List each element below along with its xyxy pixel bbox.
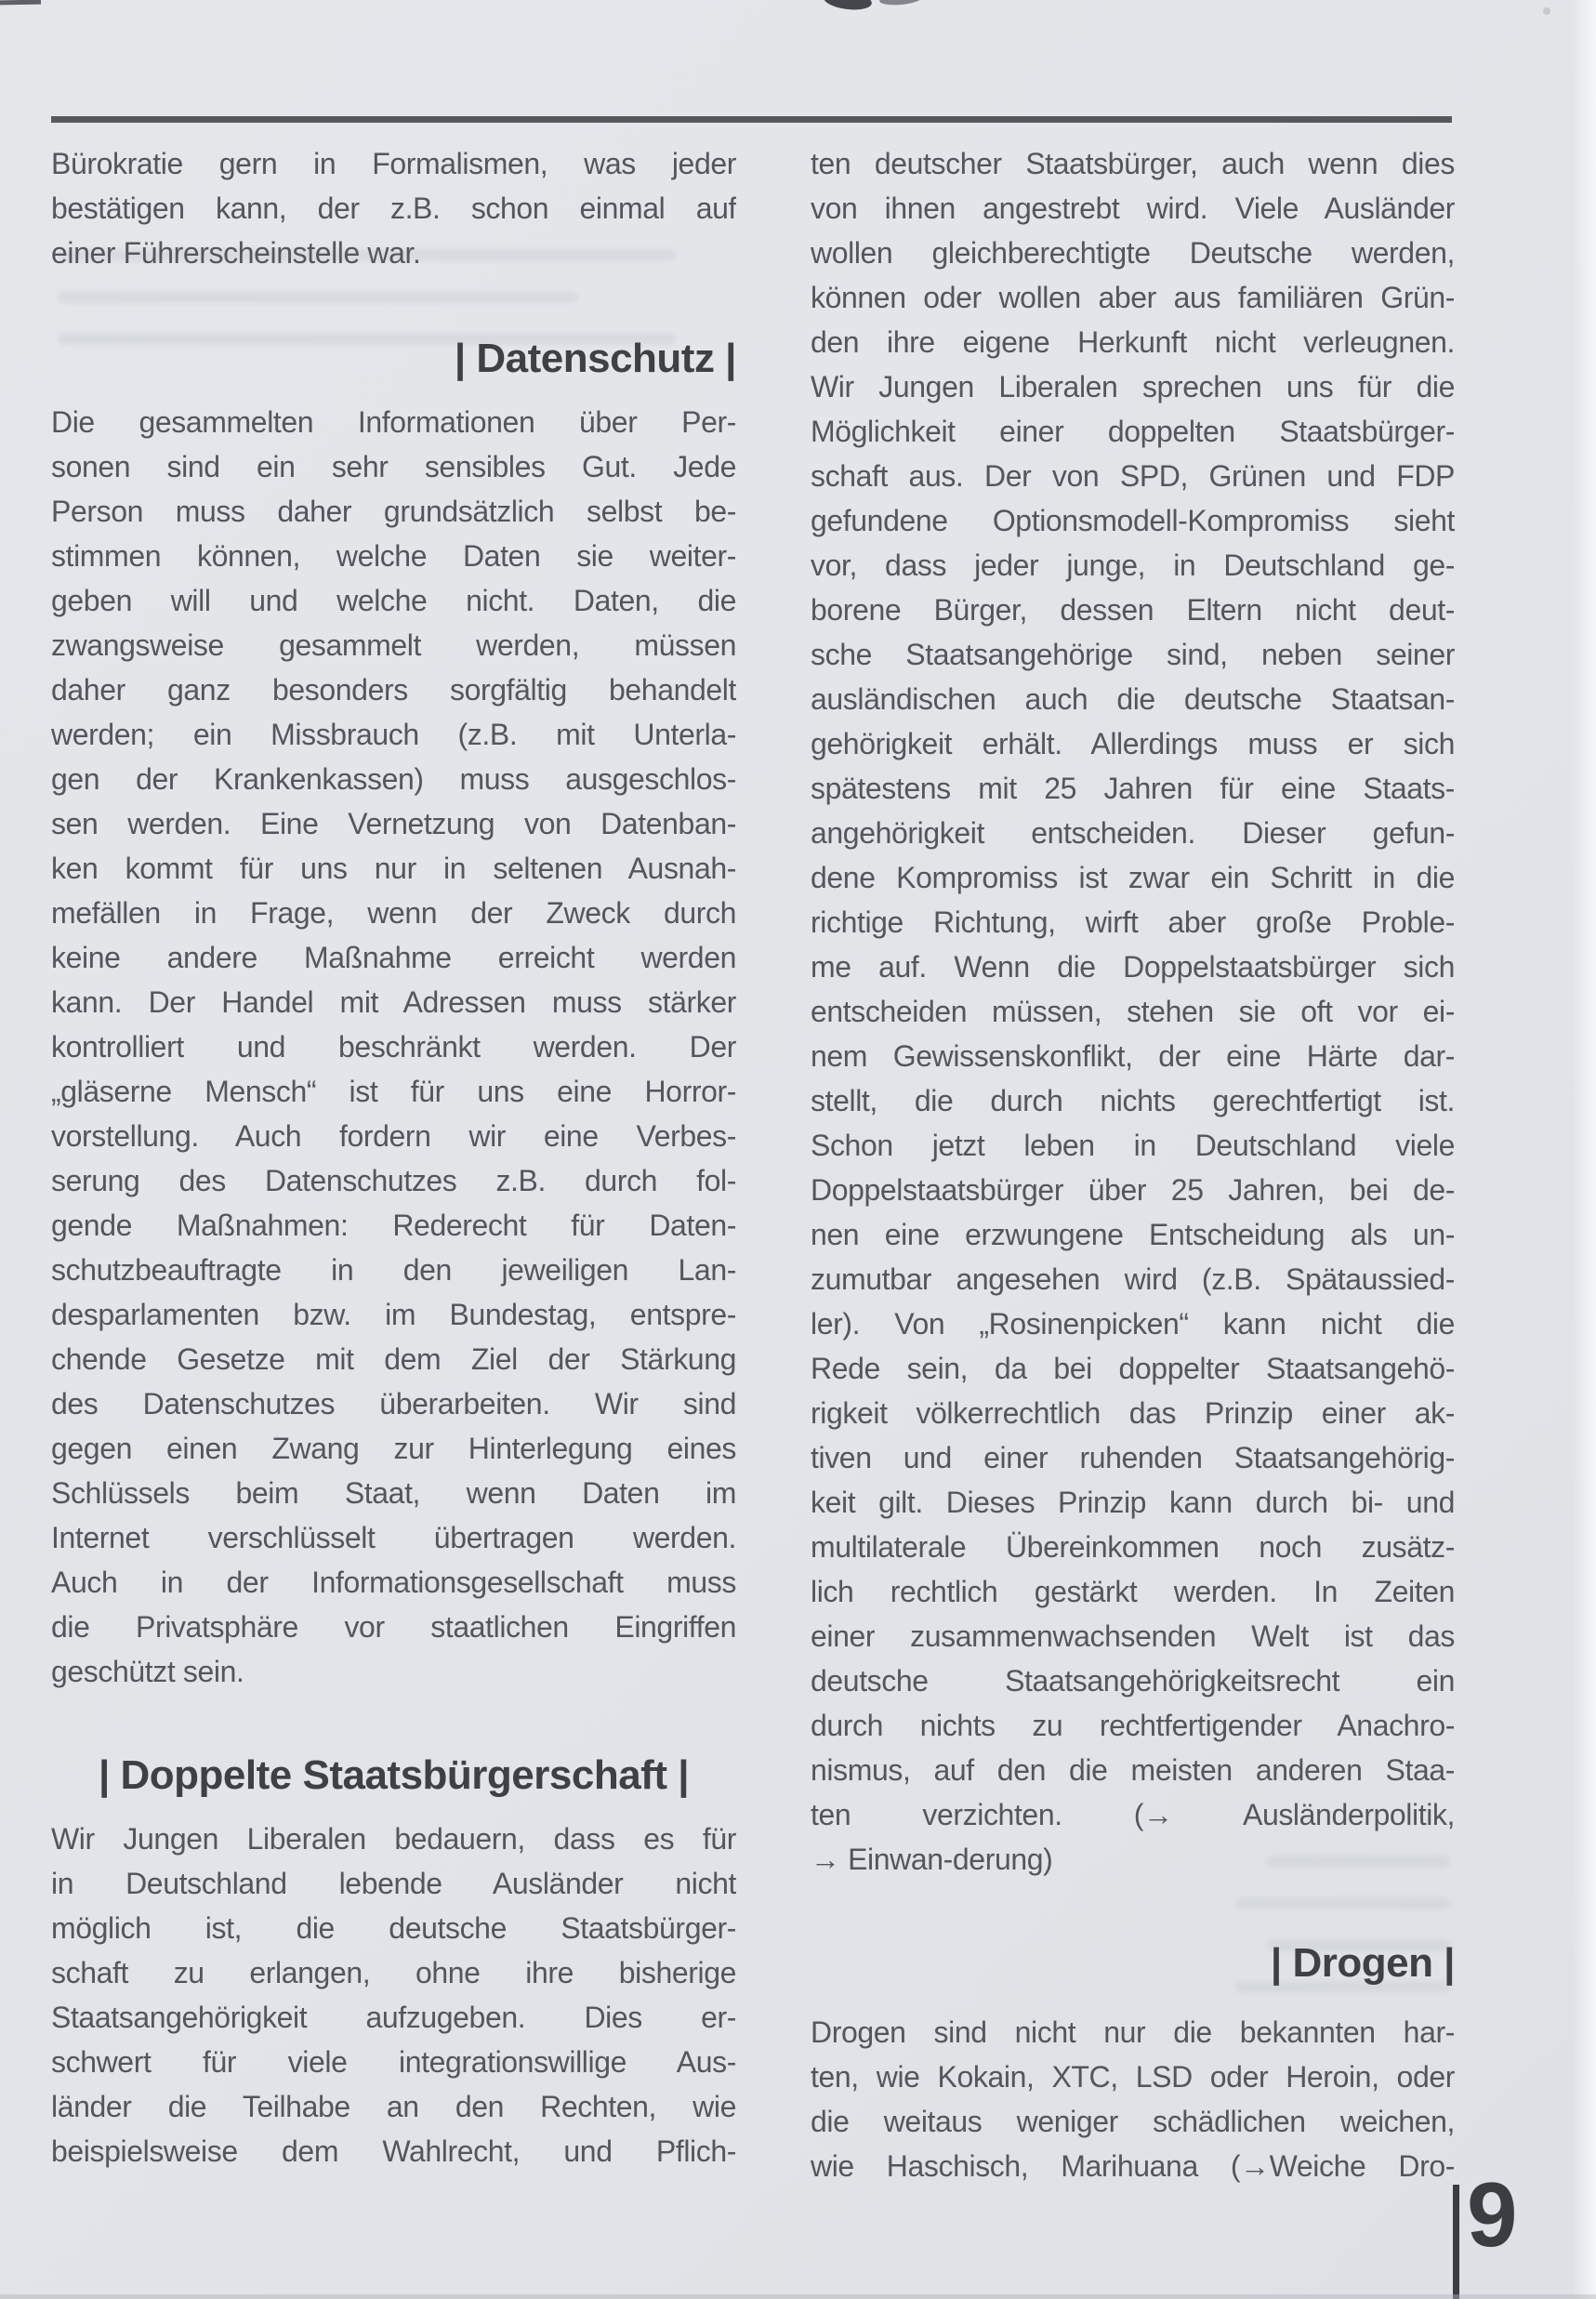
staatsbuergerschaft-paragraph xyxy=(51,1817,736,2173)
staatsbuergerschaft-continued-paragraph xyxy=(811,141,1455,1882)
text-line: möglich ist, die deutsche Staatsbürger- xyxy=(51,1911,736,1945)
text-line: bestätigen kann, der z.B. schon einmal auf xyxy=(51,192,736,225)
text-line: sen werden. Eine Vernetzung von Datenban- xyxy=(51,807,736,840)
page-edge xyxy=(0,2294,1596,2299)
text-line: gefundene Optionsmodell-Kompromiss sieht xyxy=(811,504,1455,537)
text-line: gegen einen Zwang zur Hinterlegung eines xyxy=(51,1432,736,1465)
text-line: rigkeit völkerrechtlich das Prinzip einer ak- xyxy=(811,1396,1455,1430)
text-line: Die gesammelten Informationen über Per- xyxy=(51,405,736,439)
text-line: Internet verschlüsselt übertragen werden. xyxy=(51,1521,736,1554)
text-line: keine andere Maßnahme erreicht werden xyxy=(51,941,736,974)
drogen-paragraph xyxy=(811,2010,1455,2188)
text-line: Wir Jungen Liberalen bedauern, dass es für xyxy=(51,1822,736,1856)
scan-artifact xyxy=(879,0,923,7)
text-line: Schon jetzt leben in Deutschland viele xyxy=(811,1129,1455,1162)
text-line: länder die Teilhabe an den Rechten, wie xyxy=(51,2090,736,2123)
text-line: wollen gleichberechtigte Deutsche werden, xyxy=(811,236,1455,270)
text-line: von ihnen angestrebt wird. Viele Ausländer xyxy=(811,192,1455,225)
text-line: die Privatsphäre vor staatlichen Eingriffen xyxy=(51,1610,736,1644)
text-line: ten, wie Kokain, XTC, LSD oder Heroin, oder xyxy=(811,2060,1455,2094)
right-column xyxy=(811,141,1455,2188)
text-line: stellt, die durch nichts gerechtfertigt ist. xyxy=(811,1084,1455,1117)
text-line: ken kommt für uns nur in seltenen Ausnah- xyxy=(51,852,736,885)
drogen-heading: | Drogen | xyxy=(1270,1940,1455,1986)
text-line: Person muss daher grundsätzlich selbst be- xyxy=(51,495,736,528)
doppelte-staatsbuergerschaft-heading: | Doppelte Staatsbürgerschaft | xyxy=(98,1752,690,1798)
text-line: Wir Jungen Liberalen sprechen uns für die xyxy=(811,370,1455,403)
text-line: sche Staatsangehörige sind, neben seiner xyxy=(811,638,1455,671)
text-line: sonen sind ein sehr sensibles Gut. Jede xyxy=(51,450,736,483)
text-line: tiven und einer ruhenden Staatsangehörig- xyxy=(811,1441,1455,1474)
text-line: nem Gewissenskonflikt, der eine Härte dar- xyxy=(811,1039,1455,1073)
text-line: in Deutschland lebende Ausländer nicht xyxy=(51,1867,736,1900)
text-line: lich rechtlich gestärkt werden. In Zeiten xyxy=(811,1575,1455,1608)
text-line: den ihre eigene Herkunft nicht verleugnen. xyxy=(811,325,1455,359)
text-line: vorstellung. Auch fordern wir eine Verbes- xyxy=(51,1119,736,1153)
text-line: → Einwan-derung) xyxy=(811,1843,1053,1876)
text-line: zumutbar angesehen wird (z.B. Spätaussied- xyxy=(811,1262,1455,1296)
text-line: schaft zu erlangen, ohne ihre bisherige xyxy=(51,1956,736,1989)
text-line: ausländischen auch die deutsche Staatsan- xyxy=(811,682,1455,716)
text-line: geben will und welche nicht. Daten, die xyxy=(51,584,736,617)
text-line: serung des Datenschutzes z.B. durch fol- xyxy=(51,1164,736,1197)
text-line: Staatsangehörigkeit aufzugeben. Dies er- xyxy=(51,2001,736,2034)
page-edge xyxy=(1572,0,1596,2299)
text-line: angehörigkeit entscheiden. Dieser gefun- xyxy=(811,816,1455,850)
text-line: ten deutscher Staatsbürger, auch wenn dies xyxy=(811,147,1455,180)
text-line: geschützt sein. xyxy=(51,1655,244,1688)
text-line: entscheiden müssen, stehen sie oft vor ei- xyxy=(811,995,1455,1028)
text-line: desparlamenten bzw. im Bundestag, entspre- xyxy=(51,1298,736,1331)
text-line: zwangsweise gesammelt werden, müssen xyxy=(51,628,736,662)
text-line: daher ganz besonders sorgfältig behandelt xyxy=(51,673,736,707)
text-line: borene Bürger, dessen Eltern nicht deut- xyxy=(811,593,1455,627)
datenschutz-paragraph xyxy=(51,400,736,1694)
text-line: können oder wollen aber aus familiären Grün- xyxy=(811,281,1455,314)
page-number-bar xyxy=(1453,2185,1459,2299)
text-line: richtige Richtung, wirft aber große Proble- xyxy=(811,905,1455,939)
datenschutz-heading: | Datenschutz | xyxy=(454,336,736,381)
text-line: beispielsweise dem Wahlrecht, und Pflich- xyxy=(51,2134,736,2168)
scan-artifact xyxy=(1543,7,1550,15)
text-line: einer Führerscheinstelle war. xyxy=(51,236,421,270)
text-line: nen eine erzwungene Entscheidung als un- xyxy=(811,1218,1455,1251)
text-line: nismus, auf den die meisten anderen Staa- xyxy=(811,1753,1455,1787)
text-line: einer zusammenwachsenden Welt ist das xyxy=(811,1619,1455,1653)
text-line: schutzbeauftragte in den jeweiligen Lan- xyxy=(51,1253,736,1287)
text-line: kann. Der Handel mit Adressen muss stärker xyxy=(51,985,736,1019)
text-line: durch nichts zu rechtfertigender Anachro- xyxy=(811,1709,1455,1742)
text-line: vor, dass jeder junge, in Deutschland ge- xyxy=(811,548,1455,582)
text-line: Doppelstaatsbürger über 25 Jahren, bei de- xyxy=(811,1173,1455,1207)
text-line: kontrolliert und beschränkt werden. Der xyxy=(51,1030,736,1064)
text-line: Möglichkeit einer doppelten Staatsbürger- xyxy=(811,415,1455,448)
text-line: schwert für viele integrationswillige Aus- xyxy=(51,2045,736,2079)
text-line: ler). Von „Rosinenpicken“ kann nicht die xyxy=(811,1307,1455,1341)
scan-artifact xyxy=(0,0,41,5)
text-line: stimmen können, welche Daten sie weiter- xyxy=(51,539,736,573)
text-line: Rede sein, da bei doppelter Staatsangehö- xyxy=(811,1352,1455,1385)
text-line: chende Gesetze mit dem Ziel der Stärkung xyxy=(51,1342,736,1376)
text-line: Drogen sind nicht nur die bekannten har- xyxy=(811,2015,1455,2049)
text-line: des Datenschutzes überarbeiten. Wir sind xyxy=(51,1387,736,1420)
text-line: schaft aus. Der von SPD, Grünen und FDP xyxy=(811,459,1455,493)
scan-artifact xyxy=(823,0,873,12)
text-line: ten verzichten. (→ Ausländerpolitik, xyxy=(811,1798,1455,1831)
text-line: mefällen in Frage, wenn der Zweck durch xyxy=(51,896,736,930)
text-line: me auf. Wenn die Doppelstaatsbürger sich xyxy=(811,950,1455,984)
text-line: Bürokratie gern in Formalismen, was jeder xyxy=(51,147,736,180)
page-number-block xyxy=(1453,2163,1564,2299)
text-line: werden; ein Missbrauch (z.B. mit Unterla- xyxy=(51,718,736,751)
text-line: gende Maßnahmen: Rederecht für Daten- xyxy=(51,1209,736,1242)
text-line: spätestens mit 25 Jahren für eine Staats- xyxy=(811,772,1455,805)
text-line: Auch in der Informationsgesellschaft muss xyxy=(51,1566,736,1599)
text-line: deutsche Staatsangehörigkeitsrecht ein xyxy=(811,1664,1455,1698)
text-line: die weitaus weniger schädlichen weichen, xyxy=(811,2105,1455,2138)
left-column xyxy=(51,141,736,2173)
text-line: multilaterale Übereinkommen noch zusätz- xyxy=(811,1530,1455,1564)
text-line: keit gilt. Dieses Prinzip kann durch bi- und xyxy=(811,1486,1455,1519)
text-line: gen der Krankenkassen) muss ausgeschlos- xyxy=(51,762,736,796)
intro-paragraph xyxy=(51,141,736,275)
text-line: gehörigkeit erhält. Allerdings muss er sich xyxy=(811,727,1455,760)
text-line: wie Haschisch, Marihuana (→Weiche Dro- xyxy=(811,2149,1455,2183)
text-line: Schlüssels beim Staat, wenn Daten im xyxy=(51,1476,736,1510)
page-number: 9 xyxy=(1467,2163,1518,2266)
text-line: „gläserne Mensch“ ist für uns eine Horror- xyxy=(51,1075,736,1108)
top-rule xyxy=(51,116,1452,123)
text-line: dene Kompromiss ist zwar ein Schritt in die xyxy=(811,861,1455,894)
